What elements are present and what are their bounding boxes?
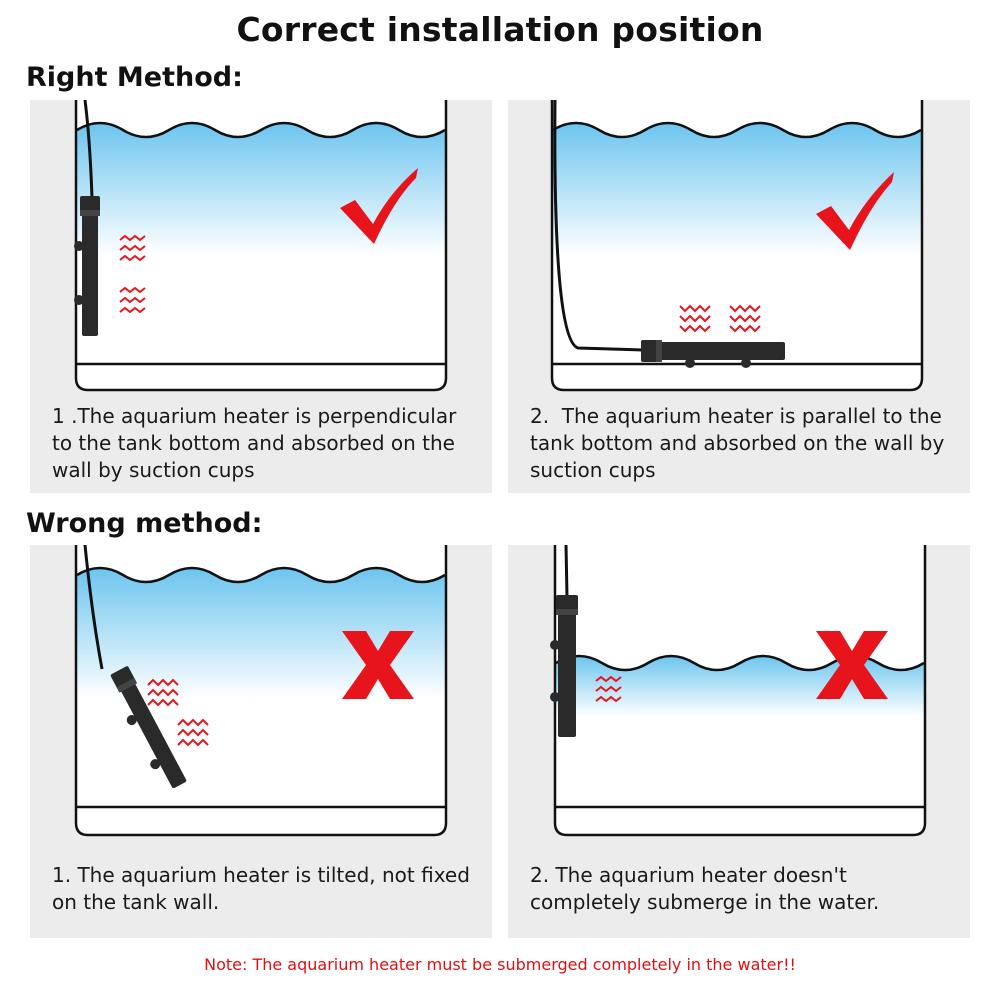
panel-right-vertical <box>30 100 492 493</box>
right-method-heading: Right Method: <box>26 62 243 93</box>
panel-wrong-tilted <box>30 545 492 938</box>
heater-cord <box>566 545 567 597</box>
water <box>77 123 445 364</box>
caption-wrong-1: 1. The aquarium heater is tilted, not fixed on the tank wall. <box>52 863 477 914</box>
wrong-method-heading: Wrong method: <box>26 508 263 539</box>
panel-wrong-not-submerged <box>508 545 970 938</box>
panel-right-horizontal <box>508 100 970 493</box>
footer-note: Note: The aquarium heater must be submerged completely in the water!! <box>204 955 796 974</box>
page-title: Correct installation position <box>236 10 764 49</box>
caption-right-2: 2. The aquarium heater is parallel to the tank bottom and absorbed on the wall by suction cups <box>530 404 951 482</box>
caption-wrong-2: 2. The aquarium heater doesn't completely submerge in the water. <box>530 863 880 914</box>
caption-right-1: 1 .The aquarium heater is perpendicular to the tank bottom and absorbed on the wall by suction cups <box>52 404 463 482</box>
